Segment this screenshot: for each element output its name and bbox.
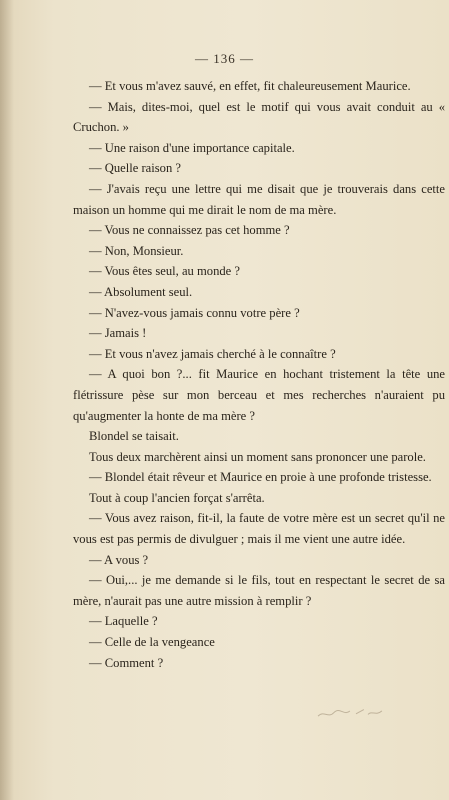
paragraph: Tout à coup l'ancien forçat s'arrêta. bbox=[89, 490, 265, 505]
paragraph: — Quelle raison ? bbox=[89, 161, 181, 176]
paragraph: — Oui,... je me demande si le fils, tout en respectant le secret de sa mère, n'aurait pas une autre mission à remplir ? bbox=[73, 573, 445, 608]
paragraph: — A quoi bon ?... fit Maurice en hochant tristement la tête une flétrissure pèse sur mon berceau et mes recherches n'auraient pu qu'augmenter la honte de ma mère ? bbox=[73, 367, 445, 423]
paragraph: — Non, Monsieur. bbox=[89, 243, 184, 258]
paragraph: — Jamais ! bbox=[89, 326, 147, 341]
paragraph: — Une raison d'une importance capitale. bbox=[89, 140, 295, 155]
pencil-scribble-icon bbox=[316, 705, 386, 721]
paragraph: — N'avez-vous jamais connu votre père ? bbox=[89, 305, 300, 320]
paragraph: — Comment ? bbox=[89, 655, 164, 670]
paragraph: — Vous êtes seul, au monde ? bbox=[89, 264, 240, 279]
paragraph: Blondel se taisait. bbox=[89, 429, 179, 444]
paragraph: — Blondel était rêveur et Maurice en proie à une profonde tristesse. bbox=[89, 470, 432, 485]
pencil-mark bbox=[316, 705, 387, 724]
paragraph: — Vous ne connaissez pas cet homme ? bbox=[89, 223, 290, 238]
body-text bbox=[73, 76, 445, 673]
page-number: — 136 — bbox=[195, 51, 254, 66]
paragraph: — Et vous n'avez jamais cherché à le connaître ? bbox=[89, 346, 336, 361]
paragraph: — J'avais reçu une lettre qui me disait que je trouverais dans cette maison un homme qui me dirait le nom de ma mère. bbox=[73, 181, 445, 217]
gutter-shadow bbox=[0, 0, 14, 800]
paragraph: — Mais, dites-moi, quel est le motif qui vous avait conduit au « Cruchon. » bbox=[73, 99, 445, 135]
paragraph: Tous deux marchèrent ainsi un moment sans prononcer une parole. bbox=[89, 449, 426, 464]
paragraph: — Vous avez raison, fit-il, la faute de votre mère est un secret qu'il ne vous est pas permis de divulguer ; mais il me vient une autre idée. bbox=[73, 511, 445, 547]
paragraph: — A vous ? bbox=[89, 552, 149, 567]
paragraph: — Et vous m'avez sauvé, en effet, fit chaleureusement Maurice. bbox=[89, 79, 411, 93]
paragraph: — Celle de la vengeance bbox=[89, 635, 215, 650]
paragraph: — Laquelle ? bbox=[89, 614, 158, 629]
paragraph: — Absolument seul. bbox=[89, 284, 193, 299]
